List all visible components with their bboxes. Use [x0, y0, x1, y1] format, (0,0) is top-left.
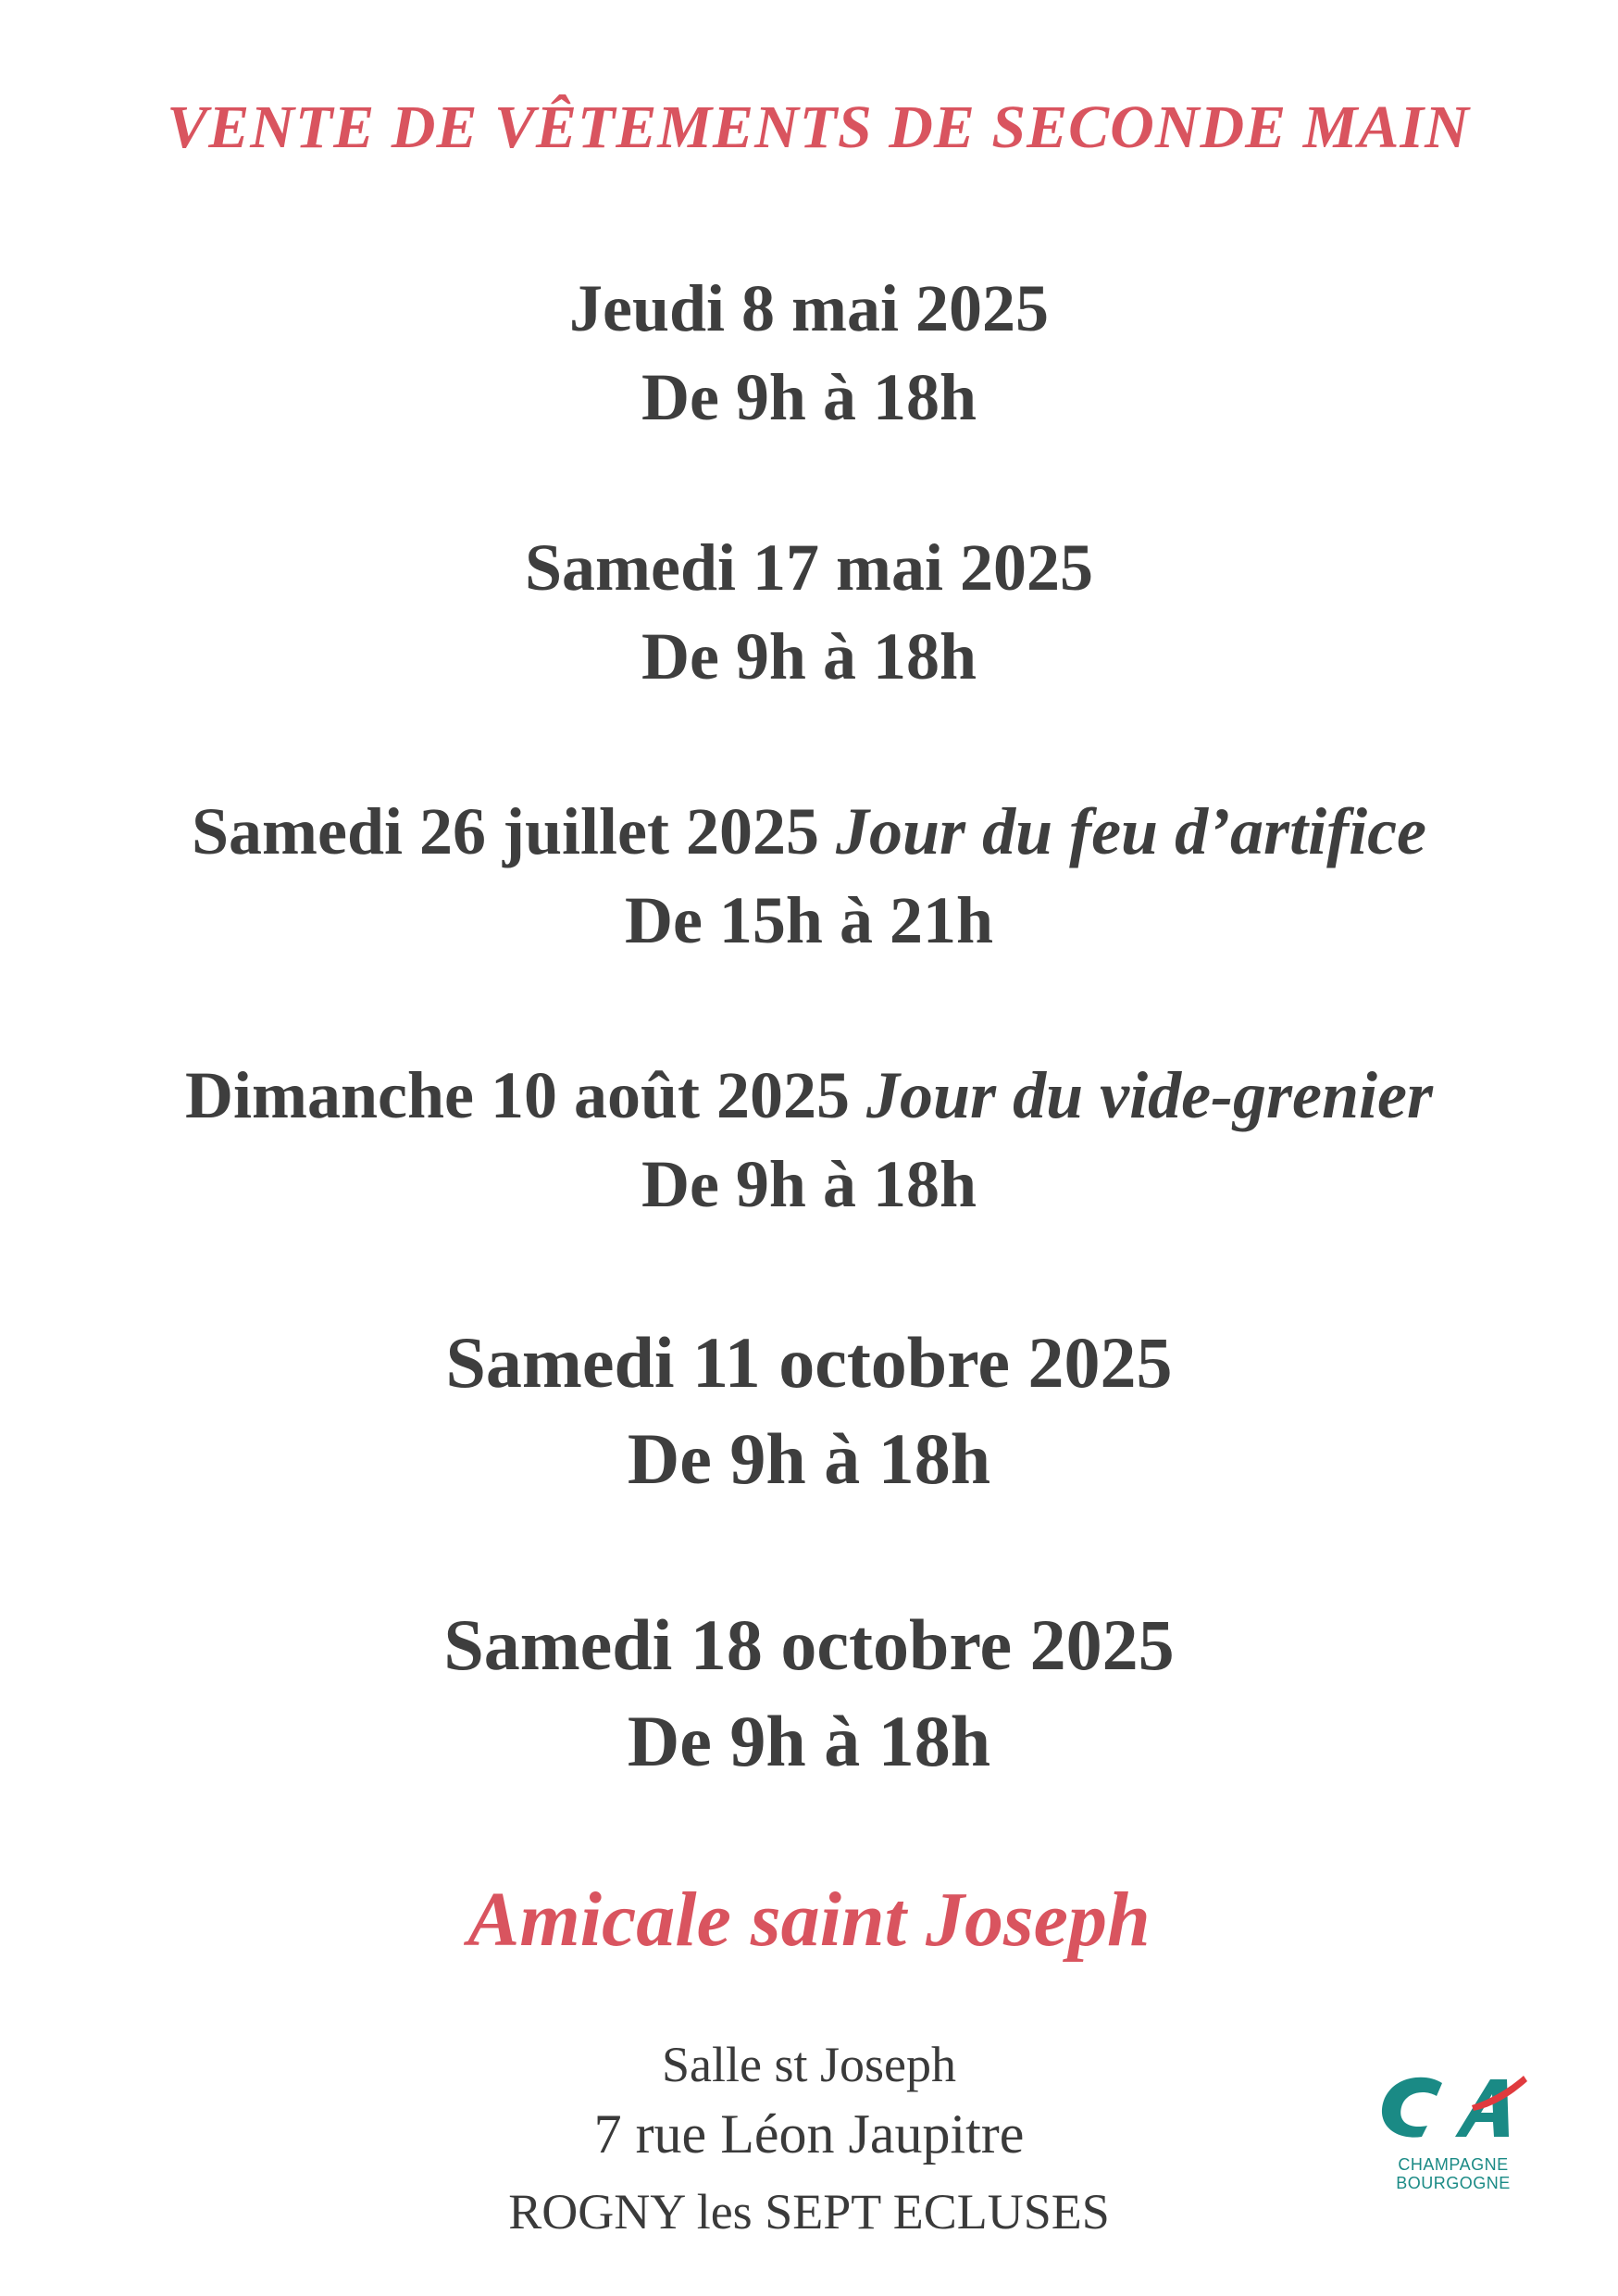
event-note: Jour du feu d’artifice	[836, 794, 1426, 868]
organizer-name: Amicale saint Joseph	[467, 1877, 1151, 1963]
town-name: ROGNY les SEPT ECLUSES	[508, 2184, 1110, 2240]
poster-title: VENTE DE VÊTEMENTS DE SECONDE MAIN	[167, 94, 1470, 161]
event-date-line	[0, 1597, 1618, 1693]
event-item	[0, 1315, 1618, 1507]
event-item	[0, 1051, 1618, 1229]
event-item	[0, 523, 1618, 701]
event-date-line	[0, 264, 1618, 353]
venue-name: Salle st Joseph	[662, 2037, 956, 2092]
logo-line-2: BOURGOGNE	[1396, 2174, 1511, 2192]
event-date: Jeudi 8 mai 2025	[568, 271, 1050, 345]
event-date: Dimanche 10 août 2025	[185, 1058, 850, 1132]
event-hours: De 9h à 18h	[641, 1147, 977, 1221]
event-item	[0, 264, 1618, 442]
logo-line-1: CHAMPAGNE	[1398, 2155, 1509, 2174]
event-hours: De 9h à 18h	[627, 1418, 991, 1499]
event-date-line	[0, 523, 1618, 612]
event-hours: De 9h à 18h	[641, 360, 977, 434]
event-date-line	[0, 787, 1618, 876]
event-hours: De 9h à 18h	[641, 619, 977, 693]
event-date: Samedi 18 octobre 2025	[443, 1604, 1175, 1685]
event-date: Samedi 11 octobre 2025	[445, 1322, 1173, 1403]
event-item	[0, 787, 1618, 965]
event-date: Samedi 26 juillet 2025	[192, 794, 819, 868]
event-date: Samedi 17 mai 2025	[524, 530, 1093, 605]
event-hours: De 15h à 21h	[624, 883, 994, 957]
event-note: Jour du vide-grenier	[866, 1058, 1433, 1132]
street-address: 7 rue Léon Jaupitre	[593, 2103, 1025, 2165]
ca-logo-mark-icon	[1370, 2063, 1537, 2155]
credit-agricole-logo	[1370, 2063, 1537, 2192]
event-item	[0, 1597, 1618, 1790]
event-date-line	[0, 1315, 1618, 1411]
event-hours: De 9h à 18h	[627, 1701, 991, 1781]
event-date-line	[0, 1051, 1618, 1140]
